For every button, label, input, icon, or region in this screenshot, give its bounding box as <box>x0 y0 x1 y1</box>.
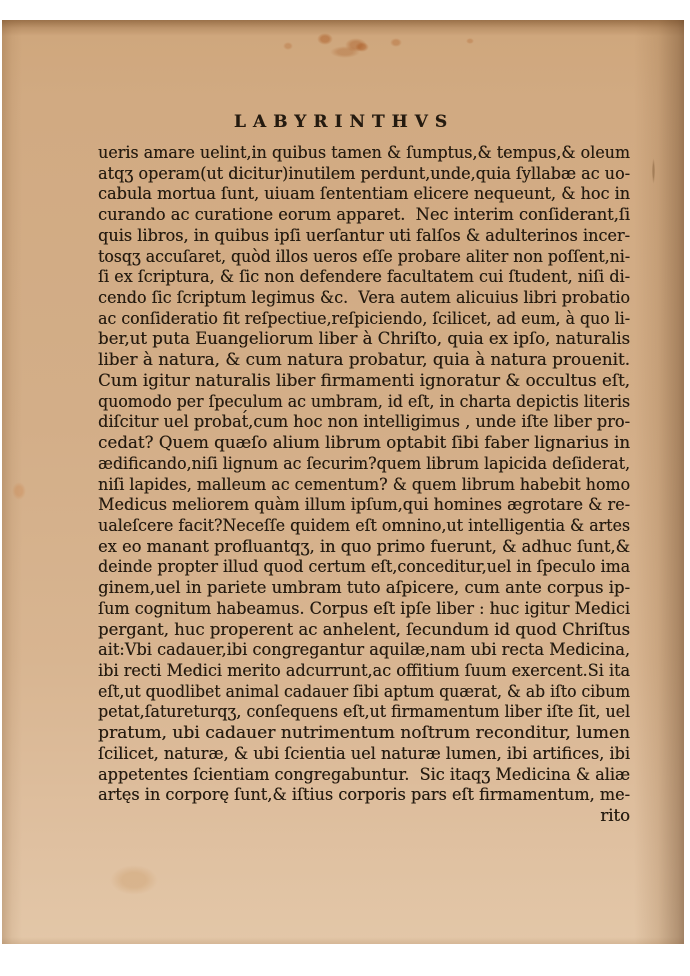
text-line: ait:Vbi cadauer,ibi congregantur aquilæ,nam ubi recta Medicina, <box>98 640 630 660</box>
text-line: niſi lapides, malleum ac cementum? & quem librum habebit homo <box>98 474 630 494</box>
catchword-line <box>98 806 630 827</box>
book-page-scan <box>2 20 684 944</box>
text-line: curando ac curatione eorum apparet. Nec interim conſiderant,ſi <box>98 205 630 225</box>
text-line: ueris amare uelint,in quibus tamen & ſumptus,& tempus,& oleum <box>98 143 630 162</box>
text-line: deinde propter illud quod certum eſt,conceditur,uel in ſpeculo ima <box>98 557 630 577</box>
text-line: diſcitur uel probat́,cum hoc non intelligimus , unde iſte liber pro- <box>98 412 630 432</box>
text-line: atqʒ operam(ut dicitur)inutilem perdunt,unde,quia ſyllabæ ac uo- <box>98 163 630 183</box>
text-line: quis libros, in quibus ipſi uerſantur uti falſos & adulterinos incer- <box>98 225 630 245</box>
text-line: cendo ſic ſcriptum legimus &c. Vera autem alicuius libri probatio <box>98 288 630 308</box>
text-line: eſt,ut quodlibet animal cadauer ſibi aptum quærat, & ab iſto cibum <box>98 681 630 701</box>
text-line: ſcilicet, naturæ, & ubi ſcientia uel naturæ lumen, ibi artifices, ibi <box>98 743 630 763</box>
text-line: pratum, ubi cadauer nutrimentum noſtrum reconditur, lumen <box>98 723 630 743</box>
text-line: artęs in corporę ſunt,& iſtius corporis pars eſt firmamentum, me- <box>98 785 630 805</box>
text-line: ginem,uel in pariete umbram tuto aſpicere, cum ante corpus ip- <box>98 578 630 598</box>
text-line: ſum cognitum habeamus. Corpus eſt ipſe liber : huc igitur Medici <box>98 598 630 618</box>
text-line: tosqʒ accuſaret, quòd illos ueros eſſe probare aliter non poſſent,ni- <box>98 246 630 266</box>
text-line: Cum igitur naturalis liber firmamenti ignoratur & occultus eſt, <box>98 370 631 390</box>
text-line: ædificando,niſi lignum ac ſecurim?quem librum lapicida deſiderat, <box>98 453 630 473</box>
text-line: ſi ex ſcriptura, & ſic non defendere facultatem cui ſtudent, niſi di- <box>98 267 630 287</box>
text-line: quomodo per ſpeculum ac umbram, id eſt, in charta depictis literis <box>98 391 630 411</box>
text-line: cabula mortua ſunt, uiuam ſententiam elicere nequeunt, & hoc in <box>98 184 630 204</box>
text-line: ualeſcere facit?Neceſſe quidem eſt omnino,ut intelligentia & artes <box>98 515 630 535</box>
text-line: ber,ut puta Euangeliorum liber à Chriſto, quia ex ipſo, naturalis <box>98 329 630 349</box>
text-line: appetentes ſcientiam congregabuntur. Sic itaqʒ Medicina & aliæ <box>98 764 630 784</box>
text-line: petat,ſatureturqʒ, conſequens eſt,ut firmamentum liber iſte ſit, uel <box>98 702 630 722</box>
running-header: LABYRINTHVS <box>233 112 455 132</box>
text-line: ac conſideratio fit reſpectiue,reſpiciendo, ſcilicet, ad eum, à quo li- <box>98 308 630 328</box>
catchword: rito <box>600 806 630 825</box>
text-line: ex eo manant profluantqʒ, in quo primo fuerunt, & adhuc ſunt,& <box>98 536 630 556</box>
text-line: Medicus meliorem quàm illum ipſum,qui homines ægrotare & re- <box>98 495 630 515</box>
page-text-block <box>98 143 630 827</box>
text-line: liber à natura, & cum natura probatur, quia à natura prouenit. <box>98 350 630 370</box>
text-line: pergant, huc properent ac anhelent, ſecundum id quod Chriſtus <box>98 619 630 639</box>
text-line: cedat? Quem quæſo alium librum optabit ſibi faber lignarius in <box>98 433 630 453</box>
text-line: ibi recti Medici merito adcurrunt,ac offitium ſuum exercent.Si ita <box>98 660 630 680</box>
